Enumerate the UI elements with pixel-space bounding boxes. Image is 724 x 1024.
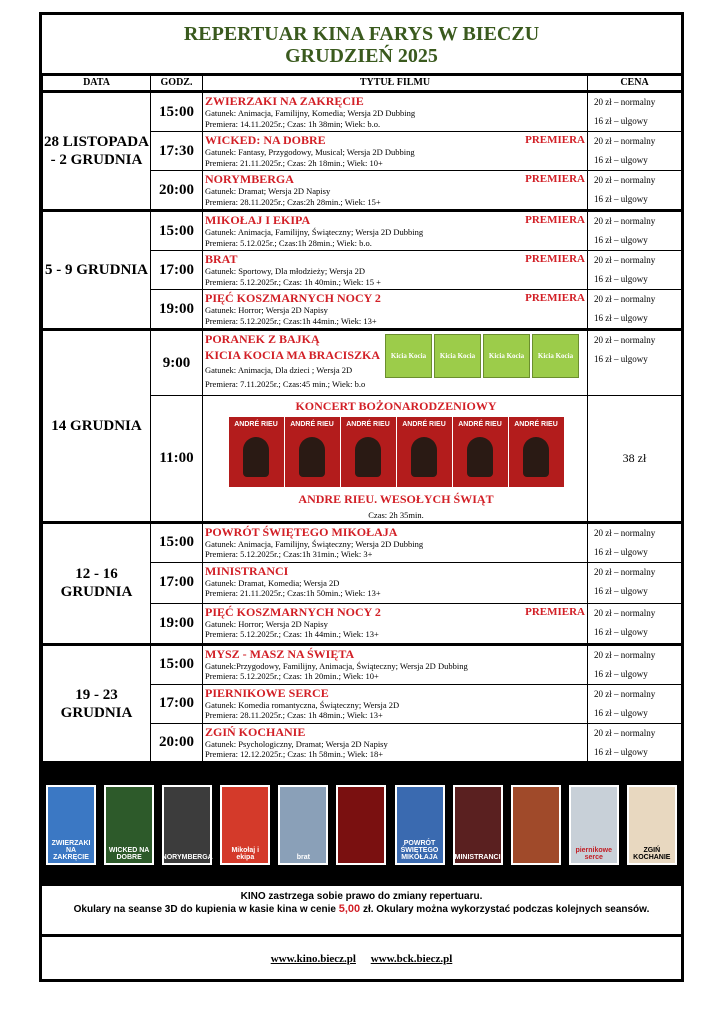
- film-cell: [203, 251, 588, 290]
- concert-poster: ANDRÉ RIEU: [229, 417, 284, 487]
- price-cell: [588, 132, 682, 171]
- film-info: Premiera: 5.12.2025r.; Czas: 1h 40min.; Wiek: 15 +: [205, 276, 381, 287]
- premiere-badge: PREMIERA: [525, 173, 585, 185]
- price-reduced: 16 zł – ulgowy: [594, 116, 648, 126]
- price-reduced: 16 zł – ulgowy: [594, 585, 648, 596]
- film-title: ZGIŃ KOCHANIE: [205, 724, 306, 739]
- film-subtitle: KICIA KOCIA MA BRACISZKA: [205, 348, 381, 362]
- film-info: Premiera: 5.12.2025r.; Czas:1h 44min.; Wiek: 13+: [205, 315, 377, 326]
- film-genre: Gatunek: Psychologiczny, Dramat; Wersja 2D Napisy: [205, 738, 388, 749]
- poster: [511, 785, 561, 865]
- film-genre: Gatunek: Komedia romantyczna, Świąteczny; Wersja 2D: [205, 699, 400, 710]
- poster: [336, 785, 386, 865]
- price-cell: [588, 251, 682, 290]
- price-normal: 20 zł – normalny: [594, 97, 656, 107]
- price-normal: 20 zł – normalny: [594, 335, 656, 345]
- film-info: Premiera: 7.11.2025r.; Czas:45 min.; Wiek: b.o: [205, 378, 366, 389]
- price-cell: [588, 211, 682, 251]
- price-cell: [588, 644, 682, 684]
- repertoire-notice: KINO zastrzega sobie prawo do zmiany repertuaru.: [240, 891, 483, 902]
- time-cell: 19:00: [151, 290, 203, 330]
- date-cell: 28 LISTOPADA - 2 GRUDNIA: [43, 92, 151, 211]
- film-title: MYSZ - MASZ NA ŚWIĘTA: [205, 646, 355, 661]
- price-cell: [588, 330, 682, 396]
- poster-thumbnail: Kicia Kocia: [385, 334, 432, 378]
- price-normal: 20 zł – normalny: [594, 607, 656, 618]
- film-info: Premiera: 28.11.2025r.; Czas: 1h 48min.; Wiek: 13+: [205, 710, 383, 720]
- time-cell: 20:00: [151, 723, 203, 762]
- price-normal: 20 zł – normalny: [594, 566, 656, 577]
- film-cell: [203, 644, 588, 684]
- price-cell: [588, 562, 682, 603]
- film-genre: Gatunek: Animacja, Dla dzieci ; Wersja 2D: [205, 365, 353, 375]
- concert-price: 38 zł: [588, 396, 682, 523]
- schedule-frame: [39, 12, 684, 982]
- price-cell: [588, 723, 682, 762]
- date-cell: 14 GRUDNIA: [43, 330, 151, 523]
- film-genre: Gatunek: Fantasy, Przygodowy, Musical; Wersja 2D Dubbing: [205, 147, 415, 157]
- price-cell: [588, 684, 682, 723]
- price-reduced: 16 zł – ulgowy: [594, 668, 648, 679]
- time-cell: 15:00: [151, 92, 203, 132]
- time-cell: 11:00: [151, 396, 203, 523]
- film-title: PORANEK Z BAJKĄ: [205, 332, 320, 346]
- concert-subtitle: ANDRE RIEU. WESOŁYCH ŚWIĄT: [298, 492, 494, 506]
- date-cell: 5 - 9 GRUDNIA: [43, 211, 151, 330]
- column-header-time: GODZ.: [151, 75, 203, 92]
- table-row: [43, 211, 682, 251]
- concert-posters: [205, 417, 587, 487]
- film-info: Premiera: 12.12.2025r.; Czas: 1h 58min.; Wiek: 18+: [205, 749, 384, 759]
- concert-title: KONCERT BOŻONARODZENIOWY: [295, 399, 497, 413]
- concert-info: Czas: 2h 35min.: [368, 510, 424, 520]
- film-genre: Gatunek: Dramat; Wersja 2D Napisy: [205, 186, 331, 196]
- film-genre: Gatunek: Dramat, Komedia; Wersja 2D: [205, 577, 340, 588]
- bck-link[interactable]: www.bck.biecz.pl: [370, 953, 453, 965]
- table-row: [43, 330, 682, 396]
- time-cell: 17:00: [151, 684, 203, 723]
- price-reduced: 16 zł – ulgowy: [594, 194, 648, 204]
- film-info: Premiera: 5.12.025r.; Czas:1h 28min.; Wiek: b.o.: [205, 237, 372, 248]
- poster: piernikowe serce: [569, 785, 619, 865]
- time-cell: 9:00: [151, 330, 203, 396]
- poster-strip: [42, 761, 681, 886]
- price-normal: 20 zł – normalny: [594, 175, 656, 185]
- price-normal: 20 zł – normalny: [594, 294, 656, 304]
- column-header-date: DATA: [43, 75, 151, 92]
- table-header-row: [43, 75, 682, 92]
- premiere-badge: PREMIERA: [525, 134, 585, 146]
- film-genre: Gatunek: Horror; Wersja 2D Napisy: [205, 305, 328, 315]
- price-reduced: 16 zł – ulgowy: [594, 313, 648, 323]
- concert-poster: ANDRÉ RIEU: [509, 417, 564, 487]
- time-cell: 15:00: [151, 644, 203, 684]
- film-info: Premiera: 14.11.2025r.; Czas: 1h 38min; Wiek: b.o.: [205, 118, 381, 129]
- film-genre: Gatunek: Sportowy, Dla młodzieży; Wersja 2D: [205, 266, 366, 276]
- price-cell: [588, 92, 682, 132]
- poster: WICKED NA DOBRE: [104, 785, 154, 865]
- film-title: PIERNIKOWE SERCE: [205, 685, 329, 700]
- time-cell: 17:30: [151, 132, 203, 171]
- page-header: [42, 15, 681, 73]
- price-reduced: 16 zł – ulgowy: [594, 546, 648, 557]
- page-subtitle: GRUDZIEŃ 2025: [285, 45, 438, 67]
- film-title: ZWIERZAKI NA ZAKRĘCIE: [205, 94, 364, 108]
- price-cell: [588, 171, 682, 211]
- film-title: WICKED: NA DOBRE: [205, 133, 326, 147]
- notes-box: [42, 883, 681, 934]
- film-info: Premiera: 21.11.2025r.; Czas:1h 50min.; Wiek: 13+: [205, 588, 381, 598]
- film-info: Premiera: 5.12.2025r.; Czas:1h 31min.; Wiek: 3+: [205, 549, 373, 559]
- film-cell: [203, 211, 588, 251]
- film-genre: Gatunek: Animacja, Familijny, Świąteczny; Wersja 2D Dubbing: [205, 227, 424, 237]
- price-normal: 20 zł – normalny: [594, 649, 656, 660]
- concert-cell: [203, 396, 588, 523]
- date-cell: 12 - 16 GRUDNIA: [43, 522, 151, 644]
- film-cell: [203, 562, 588, 603]
- film-cell: [203, 330, 588, 396]
- film-genre: Gatunek: Animacja, Familijny, Komedia; Wersja 2D Dubbing: [205, 108, 416, 118]
- glasses-notice: Okulary na seanse 3D do kupienia w kasie kina w cenie 5,00 zł. Okulary można wykorzystać podczas kolejnych seansów.: [73, 903, 650, 915]
- glasses-price: 5,00: [338, 903, 361, 915]
- table-row: [43, 522, 682, 562]
- film-cell: [203, 723, 588, 762]
- concert-poster: ANDRÉ RIEU: [453, 417, 508, 487]
- poster: NORYMBERGA: [162, 785, 212, 865]
- film-title: PIĘĆ KOSZMARNYCH NOCY 2: [205, 604, 381, 619]
- kino-link[interactable]: www.kino.biecz.pl: [270, 953, 356, 965]
- time-cell: 15:00: [151, 522, 203, 562]
- time-cell: 15:00: [151, 211, 203, 251]
- price-normal: 20 zł – normalny: [594, 727, 656, 738]
- price-reduced: 16 zł – ulgowy: [594, 626, 648, 637]
- film-genre: Gatunek: Animacja, Familijny, Świąteczny; Wersja 2D Dubbing: [205, 538, 424, 549]
- price-cell: [588, 290, 682, 330]
- premiere-badge: PREMIERA: [525, 253, 585, 265]
- time-cell: 20:00: [151, 171, 203, 211]
- price-cell: [588, 522, 682, 562]
- page-title: REPERTUAR KINA FARYS W BIECZU: [183, 23, 540, 45]
- film-cell: [203, 290, 588, 330]
- premiere-badge: PREMIERA: [525, 292, 585, 304]
- film-info: Premiera: 21.11.2025r.; Czas: 2h 18min.; Wiek: 10+: [205, 157, 383, 168]
- film-cell: [203, 684, 588, 723]
- film-title: POWRÓT ŚWIĘTEGO MIKOŁAJA: [205, 524, 398, 539]
- price-reduced: 16 zł – ulgowy: [594, 746, 648, 757]
- film-genre: Gatunek:Przygodowy, Familijny, Animacja, Świąteczny; Wersja 2D Dubbing: [205, 660, 468, 671]
- poster-thumbnail: Kicia Kocia: [434, 334, 481, 378]
- kicia-kocia-posters: [385, 334, 579, 378]
- film-title: MIKOŁAJ I EKIPA: [205, 213, 311, 227]
- price-normal: 20 zł – normalny: [594, 216, 656, 226]
- price-normal: 20 zł – normalny: [594, 255, 656, 265]
- concert-poster: ANDRÉ RIEU: [285, 417, 340, 487]
- price-reduced: 16 zł – ulgowy: [594, 155, 648, 165]
- concert-poster: ANDRÉ RIEU: [341, 417, 396, 487]
- film-info: Premiera: 28.11.2025r.; Czas:2h 28min.; Wiek: 15+: [205, 196, 381, 207]
- price-reduced: 16 zł – ulgowy: [594, 235, 648, 245]
- poster: Mikołaj i ekipa: [220, 785, 270, 865]
- film-genre: Gatunek: Horror; Wersja 2D Napisy: [205, 618, 328, 629]
- price-normal: 20 zł – normalny: [594, 136, 656, 146]
- film-title: PIĘĆ KOSZMARNYCH NOCY 2: [205, 291, 381, 305]
- price-reduced: 16 zł – ulgowy: [594, 354, 648, 364]
- column-header-price: CENA: [588, 75, 682, 92]
- column-header-title: TYTUŁ FILMU: [203, 75, 588, 92]
- film-title: BRAT: [205, 252, 238, 266]
- poster: ZGIŃ KOCHANIE: [627, 785, 677, 865]
- time-cell: 17:00: [151, 251, 203, 290]
- price-reduced: 16 zł – ulgowy: [594, 707, 648, 718]
- price-normal: 20 zł – normalny: [594, 527, 656, 538]
- price-reduced: 16 zł – ulgowy: [594, 274, 648, 284]
- time-cell: 17:00: [151, 562, 203, 603]
- film-cell: [203, 171, 588, 211]
- premiere-badge: PREMIERA: [525, 214, 585, 226]
- premiere-badge: PREMIERA: [525, 605, 585, 618]
- date-cell: 19 - 23 GRUDNIA: [43, 644, 151, 762]
- film-cell: [203, 522, 588, 562]
- poster: MINISTRANCI: [453, 785, 503, 865]
- poster: brat: [278, 785, 328, 865]
- poster: POWRÓT ŚWIĘTEGO MIKOŁAJA: [395, 785, 445, 865]
- time-cell: 19:00: [151, 603, 203, 644]
- film-info: Premiera: 5.12.2025r.; Czas: 1h 20min.; Wiek: 10+: [205, 671, 379, 681]
- table-row: [43, 644, 682, 684]
- film-cell: [203, 603, 588, 644]
- concert-poster: ANDRÉ RIEU: [397, 417, 452, 487]
- film-title: MINISTRANCI: [205, 563, 289, 578]
- poster-thumbnail: Kicia Kocia: [532, 334, 579, 378]
- film-cell: [203, 92, 588, 132]
- price-normal: 20 zł – normalny: [594, 688, 656, 699]
- schedule-table: [42, 73, 682, 763]
- poster: ZWIERZAKI NA ZAKRĘCIE: [46, 785, 96, 865]
- poster-thumbnail: Kicia Kocia: [483, 334, 530, 378]
- table-row: [43, 92, 682, 132]
- film-cell: [203, 132, 588, 171]
- price-cell: [588, 603, 682, 644]
- links-footer: [42, 934, 681, 982]
- film-title: NORYMBERGA: [205, 172, 294, 186]
- film-info: Premiera: 5.12.2025r.; Czas: 1h 44min.; Wiek: 13+: [205, 629, 379, 639]
